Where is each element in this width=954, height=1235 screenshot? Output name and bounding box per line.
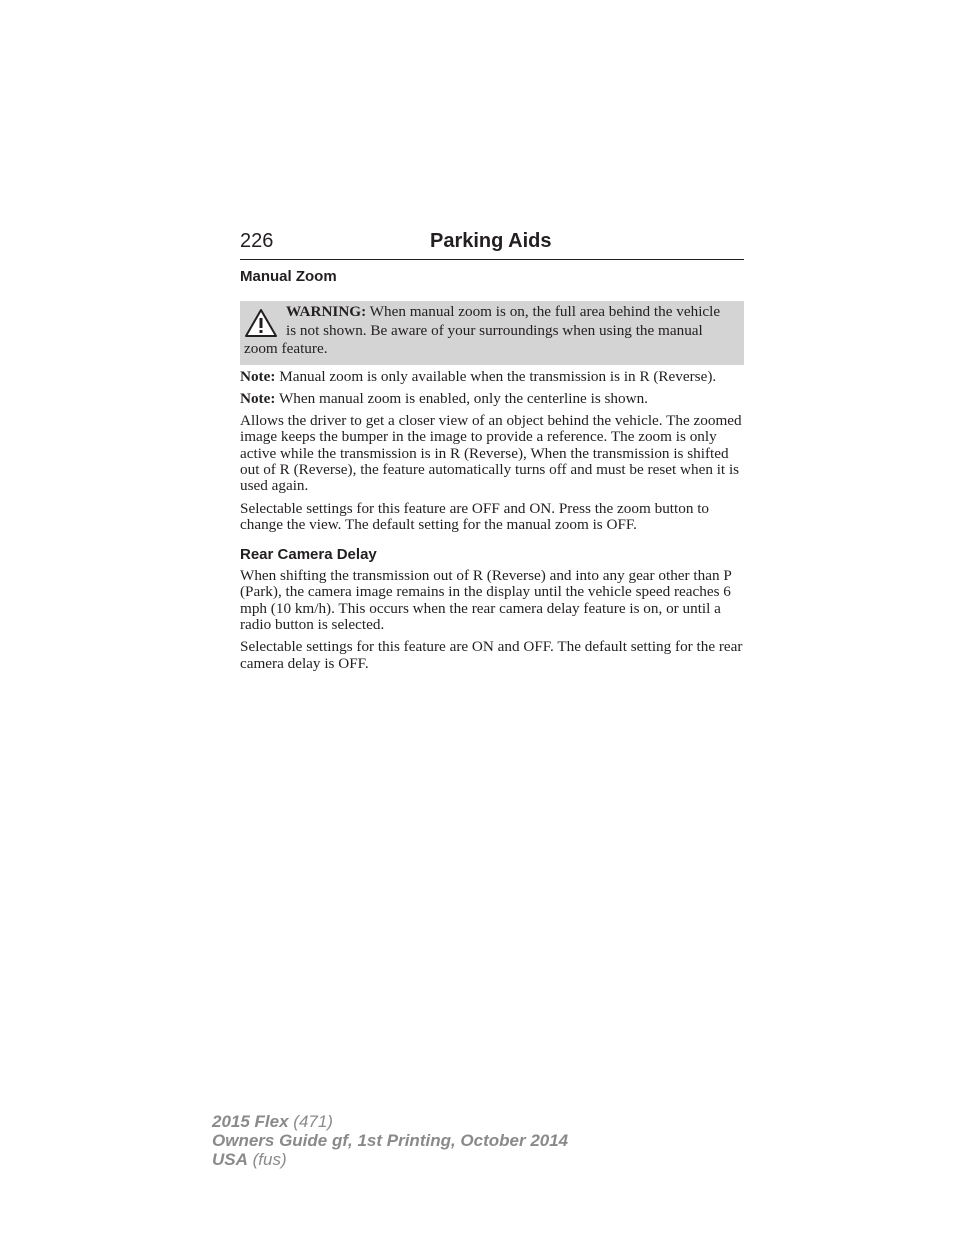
footer-market: USA (212, 1150, 248, 1169)
footer-model-code: (471) (288, 1112, 333, 1131)
body-paragraph: Selectable settings for this feature are OFF and ON. Press the zoom button to change the view. The default setting for the manual zoom is OFF. (240, 499, 710, 533)
page-footer (212, 1112, 568, 1169)
warning-label: WARNING: (286, 303, 367, 320)
page-header (240, 228, 744, 260)
footer-guide: Owners Guide gf, 1st Printing, October 2014 (212, 1131, 569, 1150)
body-paragraph: Selectable settings for this feature are ON and OFF. The default setting for the rear camera delay is OFF. (240, 638, 743, 672)
section-title: Parking Aids (430, 230, 552, 252)
body-paragraph: Allows the driver to get a closer view of an object behind the vehicle. The zoomed image keeps the bumper in the image to provide a reference. The zoom is only active while the transmission is in R (Reverse), When the transmission is shifted out of R (Reverse), the feature automatically turns off and must be reset when it is used again. (240, 412, 742, 495)
warning-box (240, 301, 744, 365)
footer-model-line (212, 1112, 568, 1131)
footer-market-code: (fus) (247, 1150, 287, 1169)
footer-guide-line (212, 1131, 568, 1150)
note-paragraph (240, 369, 744, 385)
note-label: Note: (240, 367, 276, 385)
note-paragraph (240, 391, 744, 407)
body-paragraph: When shifting the transmission out of R (Reverse) and into any gear other than P (Park), the camera image remains in the display until the vehicle speed reaches 6 mph (10 km/h). This occurs when the rear camera delay feature is on, or until a radio button is selected. (240, 567, 732, 634)
warning-triangle-icon (244, 308, 278, 338)
page-number: 226 (240, 230, 274, 252)
note-text: Manual zoom is only available when the transmission is in R (Reverse). (275, 367, 717, 385)
note-label: Note: (240, 389, 276, 407)
footer-model: 2015 Flex (212, 1112, 289, 1131)
manual-zoom-heading: Manual Zoom (240, 268, 337, 285)
footer-market-line (212, 1150, 568, 1169)
note-text: When manual zoom is enabled, only the centerline is shown. (275, 389, 648, 407)
rear-camera-delay-heading: Rear Camera Delay (240, 546, 377, 564)
page-content (240, 267, 744, 678)
warning-text: When manual zoom is on, the full area behind the vehicle is not shown. Be aware of your surroundings when using the manual zoom feature. (244, 303, 721, 357)
